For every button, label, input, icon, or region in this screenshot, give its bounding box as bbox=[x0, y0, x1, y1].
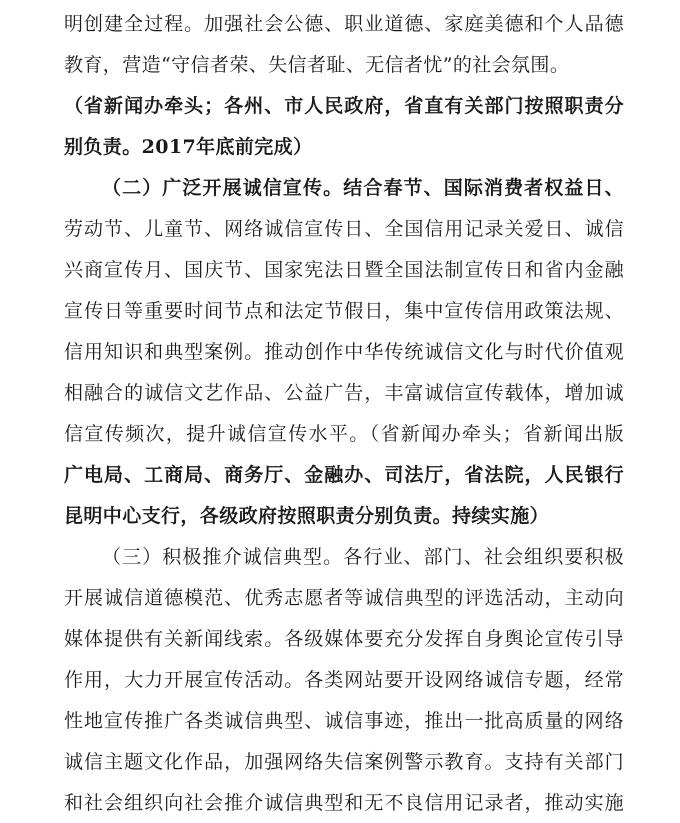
section-heading-2: （二）广泛开展诚信宣传。结合春节、国际消费者权益日、 bbox=[102, 177, 624, 199]
text-line-19: 诚信主题文化作品，加强网络失信案例警示教育。支持有关部门 bbox=[64, 751, 624, 773]
text-line-20: 和社会组织向社会推介诚信典型和无不良信用记录者，推动实施 bbox=[64, 792, 624, 814]
text-line-17: 作用，大力开展宣传活动。各类网站要开设网络诚信专题，经常 bbox=[64, 669, 624, 691]
text-line-8: 宣传日等重要时间节点和法定节假日，集中宣传信用政策法规、 bbox=[64, 300, 624, 322]
text-line-6: 劳动节、儿童节、网络诚信宣传日、全国信用记录关爱日、诚信 bbox=[64, 218, 624, 240]
text-line-11: 信宣传频次，提升诚信宣传水平。（省新闻办牵头；省新闻出版 bbox=[64, 423, 624, 445]
text-line-13: 昆明中心支行，各级政府按照职责分别负责。持续实施） bbox=[64, 505, 550, 527]
text-line-12: 广电局、工商局、商务厅、金融办、司法厅，省法院，人民银行 bbox=[64, 464, 624, 486]
text-line-2: 教育，营造“守信者荣、失信者耻、无信者忧”的社会氛围。 bbox=[64, 54, 570, 76]
text-line-3: （省新闻办牵头；各州、市人民政府，省直有关部门按照职责分 bbox=[64, 95, 624, 117]
text-line-1: 明创建全过程。加强社会公德、职业道德、家庭美德和个人品德 bbox=[64, 13, 624, 35]
text-line-10: 相融合的诚信文艺作品、公益广告，丰富诚信宣传载体，增加诚 bbox=[64, 382, 624, 404]
text-line-9: 信用知识和典型案例。推动创作中华传统诚信文化与时代价值观 bbox=[64, 341, 624, 363]
text-line-4: 别负责。2017年底前完成） bbox=[64, 136, 313, 158]
section-heading-3: （三）积极推介诚信典型。各行业、部门、社会组织要积极 bbox=[102, 546, 624, 568]
text-line-7: 兴商宣传月、国庆节、国家宪法日暨全国法制宣传日和省内金融 bbox=[64, 259, 624, 281]
text-line-15: 开展诚信道德模范、优秀志愿者等诚信典型的评选活动，主动向 bbox=[64, 587, 624, 609]
text-line-16: 媒体提供有关新闻线索。各级媒体要充分发挥自身舆论宣传引导 bbox=[64, 628, 624, 650]
text-line-18: 性地宣传推广各类诚信典型、诚信事迹，推出一批高质量的网络 bbox=[64, 710, 624, 732]
